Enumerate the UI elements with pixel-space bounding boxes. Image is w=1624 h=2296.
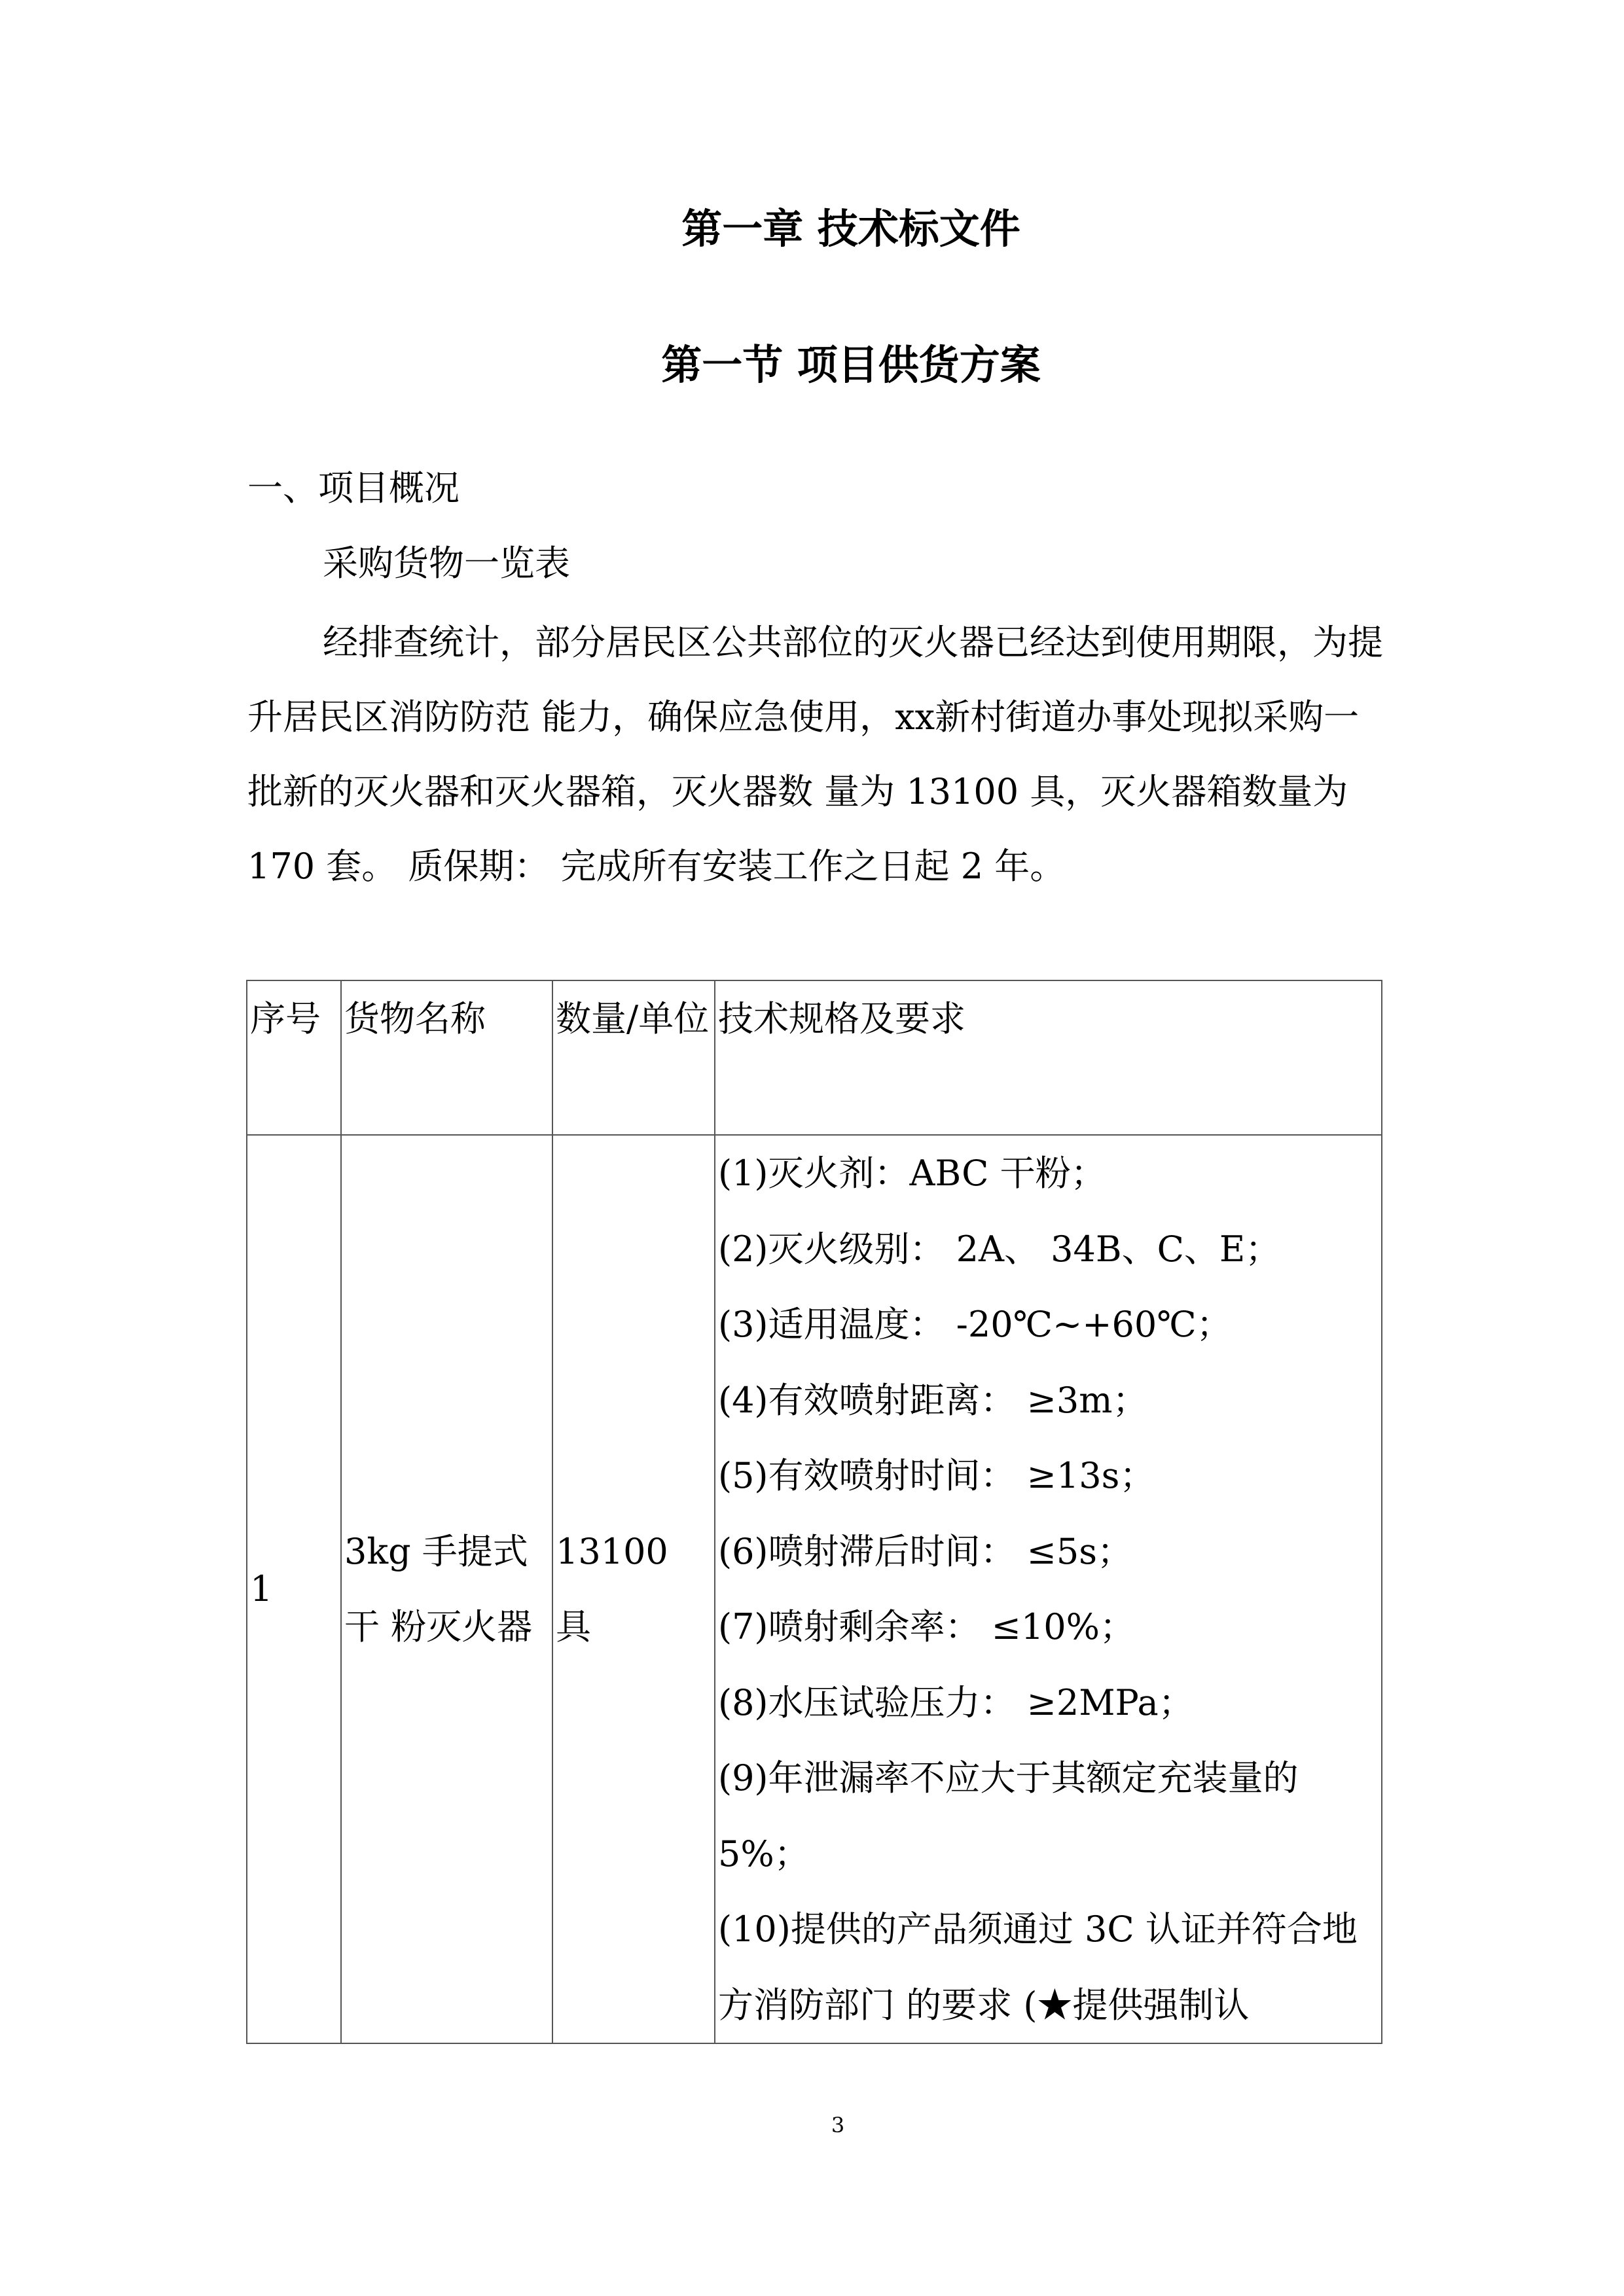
header-quantity-unit: 数量/单位 xyxy=(552,980,715,1135)
table-row xyxy=(247,1135,1382,2043)
intro-paragraph: 经排查统计，部分居民区公共部位的灭火器已经达到使用期限，为提升居民区消防防范 能力，确保应急使用，xx新村街道办事处现拟采购一批新的灭火器和灭火器箱，灭火器数 量为 13100 具，灭火器箱数量为 170 套。 质保期： 完成所有安装工作之日起 2 年。 xyxy=(247,622,1383,887)
chapter-title: 第一章 技术标文件 xyxy=(681,205,1020,253)
spec-item: (10)提供的产品须通过 3C 认证并符合地方消防部门 的要求 (★提供强制认 xyxy=(718,1909,1358,2026)
cell-specifications xyxy=(715,1135,1382,2043)
spec-item: (7)喷射剩余率： ≤10%； xyxy=(718,1606,1135,1647)
cell-goods-name xyxy=(341,1135,552,2043)
cell-index xyxy=(247,1135,341,2043)
spec-item: (2)灭火级别： 2A、 34B、C、E； xyxy=(718,1228,1281,1270)
spec-item: (4)有效喷射距离： ≥3m； xyxy=(718,1379,1148,1421)
row-index: 1 xyxy=(250,1568,273,1610)
quantity: 13100 具 xyxy=(556,1530,668,1647)
header-index: 序号 xyxy=(247,980,341,1135)
table-caption: 采购货物一览表 xyxy=(323,543,570,584)
spec-item: (5)有效喷射时间： ≥13s； xyxy=(718,1455,1155,1496)
spec-item: (8)水压试验压力： ≥2MPa； xyxy=(718,1681,1194,1723)
goods-name: 3kg 手提式干 粉灭火器 xyxy=(344,1530,533,1647)
section-title: 第一节 项目供货方案 xyxy=(661,341,1041,389)
spec-item: (3)适用温度： -20℃~+60℃； xyxy=(718,1304,1232,1345)
page-number: 3 xyxy=(831,2113,845,2138)
spec-item: (9)年泄漏率不应大于其额定充装量的5%； xyxy=(718,1757,1299,1874)
spec-item: (1)灭火剂：ABC 干粉； xyxy=(718,1153,1106,1194)
header-goods-name: 货物名称 xyxy=(341,980,552,1135)
header-specifications: 技术规格及要求 xyxy=(715,980,1382,1135)
section-heading: 一、项目概况 xyxy=(247,467,460,509)
procurement-table xyxy=(246,980,1382,2044)
cell-quantity xyxy=(552,1135,715,2043)
table-header-row xyxy=(247,980,1382,1135)
spec-item: (6)喷射滞后时间： ≤5s； xyxy=(718,1530,1132,1572)
